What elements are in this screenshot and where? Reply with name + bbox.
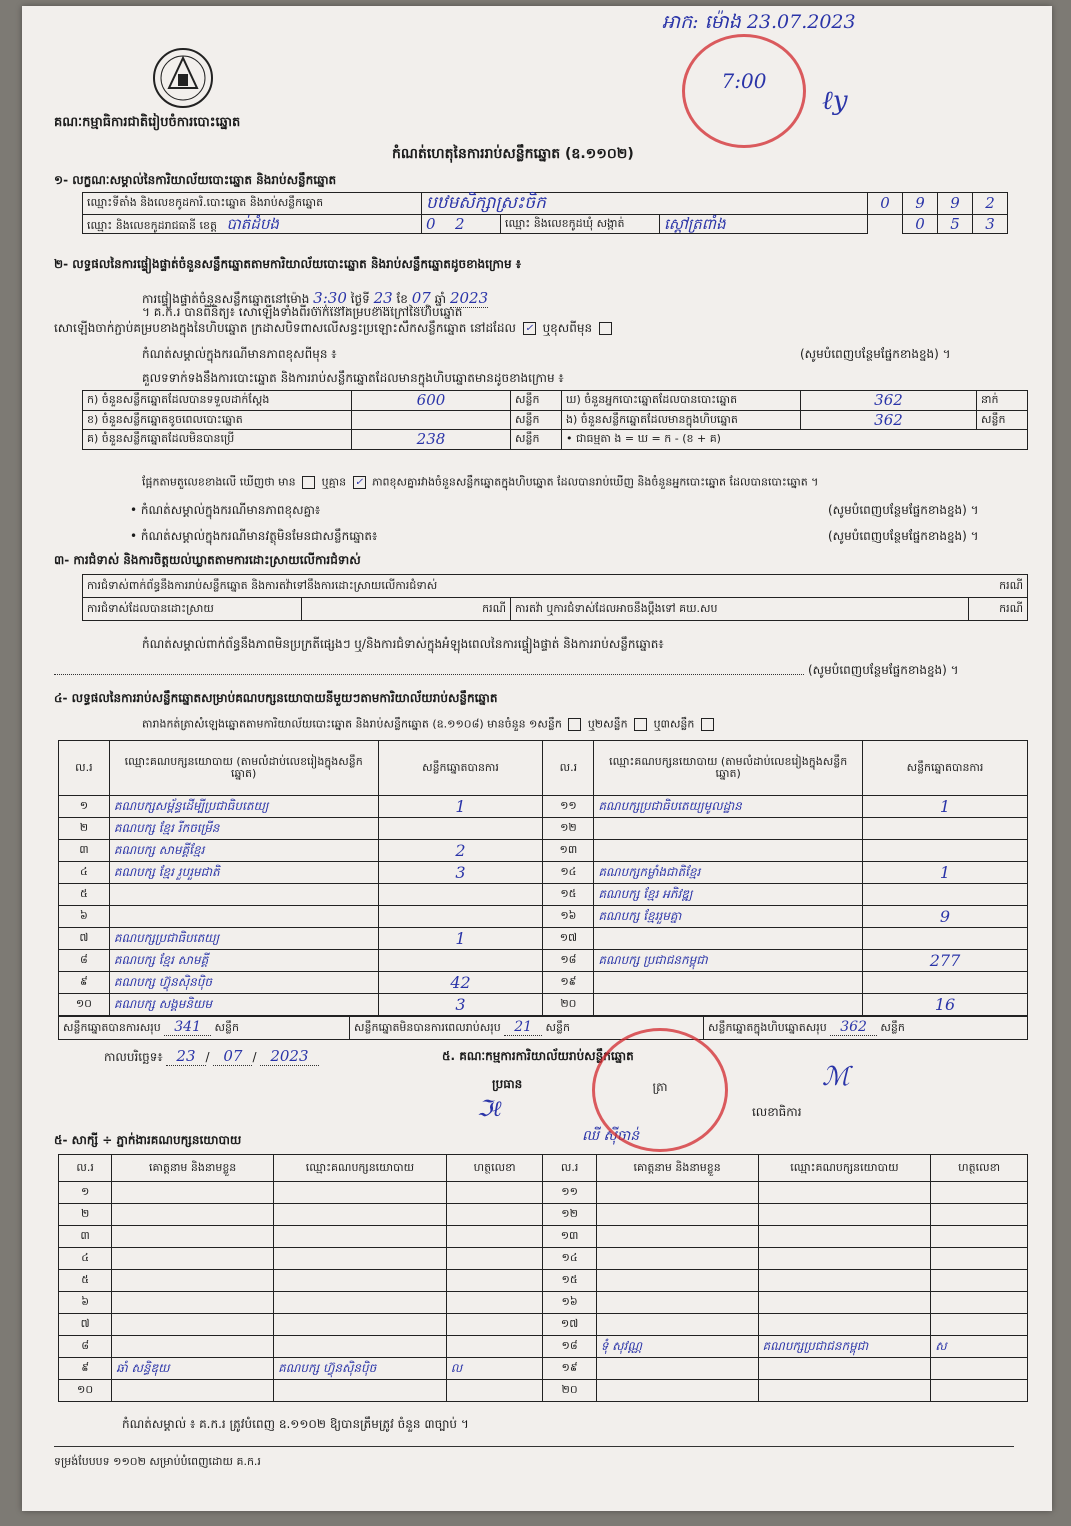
witness-party xyxy=(274,1336,447,1358)
total-valid-unit: សន្លឹក xyxy=(214,1021,239,1035)
chair-name: ឈី ស៊ីចាន់ xyxy=(582,1128,640,1144)
party-name xyxy=(594,972,863,994)
section-1-table xyxy=(82,192,1008,234)
witness-party xyxy=(758,1204,931,1226)
objection-appeal-label: ការតវ៉ា ឬការជំទាស់ដែលអាចនឹងប្ដឹងទៅ គឃ.សប xyxy=(511,598,969,621)
col-no-left: ល.រ xyxy=(59,741,110,796)
official-seal-top xyxy=(682,34,806,148)
party-row xyxy=(59,994,1028,1016)
top-time: 7:00 xyxy=(721,69,767,93)
col-votes-left: សន្លឹកឆ្នោតបានការ xyxy=(378,741,543,796)
total-invalid-label: សន្លឹកឆ្នោតមិនបានការពេលរាប់សរុប xyxy=(354,1021,501,1035)
witness-name xyxy=(596,1314,758,1336)
witness-name xyxy=(596,1226,758,1248)
total-valid-value: 341 xyxy=(164,1019,211,1036)
objection-row-1-label: ការជំទាស់ពាក់ព័ន្ធនឹងការរាប់សន្លឹកឆ្នោត និងការតវ៉ាទៅនឹងការដោះស្រាយលើការជំទាស់ xyxy=(87,578,438,592)
w-col-no-left: ល.រ xyxy=(59,1155,112,1182)
three-sheet-checkbox[interactable] xyxy=(701,718,714,731)
party-row xyxy=(59,862,1028,884)
commune-code-1: 0 xyxy=(903,214,938,234)
total-invalid-value: 21 xyxy=(504,1019,542,1036)
section-3-title: ៣- ការជំទាស់ និងការចិត្តយល់ឃ្លាតតាមការដោះស្រាយលើការជំទាស់ xyxy=(54,553,361,567)
section-4-title: ៤- លទ្ធផលនៃការរាប់សន្លឹកឆ្នោតសម្រាប់គណបក្សនយោបាយនីមួយៗតាមការិយាល័យរាប់សន្លឹកឆ្នោត xyxy=(54,691,498,705)
org-name: គណៈកម្មាធិការជាតិរៀបចំការបោះឆ្នោត xyxy=(54,115,241,130)
party-row xyxy=(59,972,1028,994)
total-valid-cell xyxy=(59,1017,350,1040)
party-votes xyxy=(378,906,543,928)
party-votes: 9 xyxy=(863,906,1028,928)
witness-signature xyxy=(446,1226,543,1248)
one-sheet-checkbox[interactable] xyxy=(568,718,581,731)
party-votes: 1 xyxy=(863,796,1028,818)
province-value: បាត់ដំបង xyxy=(226,214,279,233)
objection-row-1-case: ករណី xyxy=(999,578,1023,592)
secretary-label: លេខាធិការ xyxy=(752,1105,802,1119)
party-votes xyxy=(863,840,1028,862)
top-signature: ℓy xyxy=(822,86,848,116)
witness-row xyxy=(59,1226,1028,1248)
witness-no: ១៩ xyxy=(543,1358,596,1380)
witness-signature xyxy=(931,1204,1028,1226)
party-no: ១៨ xyxy=(543,950,594,972)
w-col-sig-right: ហត្ថលេខា xyxy=(931,1155,1028,1182)
witness-no: ៣ xyxy=(59,1226,112,1248)
diff-text-c: ភាពខុសគ្នារវាងចំនួនសន្លឹកឆ្នោតក្នុងហិបឆ្នោត ដែលបានរាប់ឃើញ និងចំនួនអ្នកបោះឆ្នោត ដែលបានបោះឆ្នោត ។ xyxy=(372,475,819,489)
two-sheet-checkbox[interactable] xyxy=(634,718,647,731)
witness-name xyxy=(112,1248,274,1270)
witness-name: ឆាំ សន្ធិឌុយ xyxy=(112,1358,274,1380)
difference-line xyxy=(142,476,818,489)
commune-code-2: 5 xyxy=(938,214,973,234)
verif-year: 2023 xyxy=(449,289,489,307)
witness-name xyxy=(596,1248,758,1270)
witness-no: ៥ xyxy=(59,1270,112,1292)
party-no: ១១ xyxy=(543,796,594,818)
signing-date: កាលបរិច្ឆេទ៖ 23 / 07 / 2023 xyxy=(104,1048,319,1065)
party-votes xyxy=(863,972,1028,994)
party-name: គណបក្សសម្ព័ន្ធដើម្បីប្រជាធិបតេយ្យ xyxy=(109,796,378,818)
witness-signature xyxy=(931,1314,1028,1336)
verif-text-d: ឆ្នាំ xyxy=(434,292,447,306)
witness-no: ១២ xyxy=(543,1204,596,1226)
witness-party xyxy=(758,1270,931,1292)
date-year: 2023 xyxy=(260,1047,318,1066)
verif-text-b: ថ្ងៃទី xyxy=(350,292,370,306)
no-diff-checkbox[interactable]: ✓ xyxy=(353,476,366,489)
witness-no: ២ xyxy=(59,1204,112,1226)
witness-signature xyxy=(446,1336,543,1358)
province-code-1: 0 xyxy=(426,214,436,233)
province-code xyxy=(422,214,501,234)
irregularity-fill: (សូមបំពេញបន្ថែមផ្នែកខាងខ្នង) ។ xyxy=(808,663,959,677)
col-votes-right: សន្លឹកឆ្នោតបានការ xyxy=(863,741,1028,796)
witness-signature xyxy=(931,1270,1028,1292)
bullet-diff-fill: (សូមបំពេញបន្ថែមផ្នែកខាងខ្នង) ។ xyxy=(828,503,979,517)
party-no: ១៦ xyxy=(543,906,594,928)
difference-note-label: កំណត់សម្គាល់ក្នុងករណីមានភាពខុសពីមុន ៖ xyxy=(142,347,337,361)
tally-sheet-line xyxy=(142,718,717,731)
count-b-unit: សន្លឹក xyxy=(511,410,562,430)
witness-name xyxy=(112,1270,274,1292)
committee-label: ៥. គណៈកម្មការការិយាល័យរាប់សន្លឹកឆ្នោត xyxy=(442,1049,634,1063)
party-name: គណបក្ស ខ្មែររួមគ្នា xyxy=(594,906,863,928)
party-votes xyxy=(863,884,1028,906)
witness-no: ២០ xyxy=(543,1380,596,1402)
total-box-unit: សន្លឹក xyxy=(880,1021,905,1035)
count-c-label: គ) ចំនួនសន្លឹកឆ្នោតដែលមិនបានប្រើ xyxy=(83,430,352,450)
party-votes xyxy=(378,884,543,906)
witness-signature: ល xyxy=(446,1358,543,1380)
witness-signature xyxy=(446,1270,543,1292)
witness-name xyxy=(112,1314,274,1336)
w-col-no-right: ល.រ xyxy=(543,1155,596,1182)
diff-text-b: ឬគ្មាន xyxy=(321,475,347,489)
chair-signature: ℑℓ xyxy=(477,1097,502,1122)
party-name xyxy=(594,994,863,1016)
party-name xyxy=(109,906,378,928)
party-votes xyxy=(863,818,1028,840)
witness-no: ៩ xyxy=(59,1358,112,1380)
party-votes: 42 xyxy=(378,972,543,994)
same-checkbox[interactable]: ✓ xyxy=(523,322,536,335)
witness-row xyxy=(59,1314,1028,1336)
witness-no: ៦ xyxy=(59,1292,112,1314)
party-row xyxy=(59,950,1028,972)
party-row xyxy=(59,796,1028,818)
count-b-label: ខ) ចំនួនសន្លឹកឆ្នោតខូចពេលបោះឆ្នោត xyxy=(83,410,352,430)
party-name: គណបក្ស ហ៊្វុនស៊ិនប៉ិច xyxy=(109,972,378,994)
witness-name xyxy=(112,1204,274,1226)
count-e-label: ង) ចំនួនសន្លឹកឆ្នោតដែលមានក្នុងហិបឆ្នោត xyxy=(562,410,801,430)
nec-logo-icon xyxy=(144,44,222,112)
witness-party xyxy=(758,1358,931,1380)
verification-line-2 xyxy=(54,322,615,336)
count-a-label: ក) ចំនួនសន្លឹកឆ្នោតដែលបានទទួលដាក់ស្ដែង xyxy=(83,391,352,411)
witness-row xyxy=(59,1204,1028,1226)
party-votes: 1 xyxy=(863,862,1028,884)
witness-no: ១ xyxy=(59,1182,112,1204)
section-2-title: ២- លទ្ធផលនៃការផ្ទៀងផ្ទាត់ចំនួនសន្លឹកឆ្នោតតាមការិយាល័យបោះឆ្នោត និងរាប់សន្លឹកឆ្នោតដូចខាងក្រោម ៖ xyxy=(54,257,522,271)
witness-row xyxy=(59,1292,1028,1314)
witness-signature xyxy=(446,1380,543,1402)
party-no: ៥ xyxy=(59,884,110,906)
party-name: គណបក្ស ប្រជាជនកម្ពុជា xyxy=(594,950,863,972)
witness-no: ១១ xyxy=(543,1182,596,1204)
party-no: ១ xyxy=(59,796,110,818)
party-votes: 3 xyxy=(378,862,543,884)
witness-name xyxy=(112,1226,274,1248)
count-a-value: 600 xyxy=(352,391,511,411)
party-no: ១៤ xyxy=(543,862,594,884)
section-1-title: ១- លក្ខណៈសម្គាល់នៃការិយាល័យបោះឆ្នោត និងរាប់សន្លឹកឆ្នោត xyxy=(54,173,337,187)
party-name: គណបក្សប្រជាធិបតេយ្យ xyxy=(109,928,378,950)
witness-party xyxy=(758,1226,931,1248)
party-no: ២ xyxy=(59,818,110,840)
witness-row xyxy=(59,1182,1028,1204)
party-name: គណបក្សប្រជាធិបតេយ្យមូលដ្ឋាន xyxy=(594,796,863,818)
objection-table xyxy=(82,574,1028,621)
witness-no: ១៥ xyxy=(543,1270,596,1292)
count-b-value xyxy=(352,410,511,430)
place-code-2: 9 xyxy=(903,193,938,215)
witness-party xyxy=(274,1314,447,1336)
tally-intro: តារាងកត់ត្រាសំឡេងឆ្នោតតាមការិយាល័យបោះឆ្នោត និងរាប់សន្លឹកឆ្នោត (ឧ.១១០៨) មានចំនួន ១សន្លឹក xyxy=(142,717,562,731)
w-col-name-right: គោត្តនាម និងនាមខ្លួន xyxy=(596,1155,758,1182)
secretary-signature: ℳ xyxy=(822,1062,850,1092)
party-votes: 2 xyxy=(378,840,543,862)
footer-divider xyxy=(54,1446,1014,1447)
witness-row xyxy=(59,1336,1028,1358)
verif-day: 23 xyxy=(373,289,393,307)
party-votes xyxy=(378,818,543,840)
witness-party xyxy=(274,1204,447,1226)
witness-name xyxy=(596,1358,758,1380)
seal-label: ត្រា xyxy=(652,1080,668,1094)
party-name: គណបក្ស សង្គមនិយម xyxy=(109,994,378,1016)
witness-name xyxy=(596,1380,758,1402)
count-c-value: 238 xyxy=(352,430,511,450)
witness-party xyxy=(274,1226,447,1248)
party-no: ២០ xyxy=(543,994,594,1016)
party-votes: 1 xyxy=(378,796,543,818)
witness-signature: ស xyxy=(931,1336,1028,1358)
place-label: ឈ្មោះទីតាំង និងលេខកូដការិ.បោះឆ្នោត និងរាប់សន្លឹកឆ្នោត xyxy=(83,193,422,215)
count-d-label: ឃ) ចំនួនអ្នកបោះឆ្នោតដែលបានបោះឆ្នោត xyxy=(562,391,801,411)
witness-signature xyxy=(931,1380,1028,1402)
bullet-diff-note: • កំណត់សម្គាល់ក្នុងករណីមានភាពខុសគ្នា៖ xyxy=(130,503,321,517)
party-no: ១៥ xyxy=(543,884,594,906)
party-name xyxy=(109,884,378,906)
witness-party xyxy=(758,1292,931,1314)
form-sheet xyxy=(22,6,1052,1511)
count-intro: គួលទទាក់ទងនឹងការបោះឆ្នោត និងការរាប់សន្លឹកឆ្នោតដែលមានក្នុងហិបឆ្នោតមានដូចខាងក្រោម ៖ xyxy=(142,371,564,385)
irregularity-note: កំណត់សម្គាល់ពាក់ព័ន្ធនឹងភាពមិនប្រក្រតីផ្សេងៗ ឬ/និងការជំទាស់ក្នុងអំឡុងពេលនៃការផ្ទៀងផ្ទាត់ និងការរាប់សន្លឹកឆ្នោត៖ xyxy=(142,637,664,651)
party-no: ១៧ xyxy=(543,928,594,950)
witness-no: ១៨ xyxy=(543,1336,596,1358)
party-no: ៩ xyxy=(59,972,110,994)
party-votes xyxy=(378,950,543,972)
total-valid-label: សន្លឹកឆ្នោតបានការសរុប xyxy=(63,1021,161,1035)
commune-label: ឈ្មោះ និងលេខកូដឃុំ សង្កាត់ xyxy=(501,214,660,234)
witness-party xyxy=(274,1380,447,1402)
party-no: ១៣ xyxy=(543,840,594,862)
party-no: ៦ xyxy=(59,906,110,928)
party-name: គណបក្ស ខ្មែរ រួបរួមជាតិ xyxy=(109,862,378,884)
place-code-3: 9 xyxy=(938,193,973,215)
witness-name xyxy=(596,1270,758,1292)
witness-name xyxy=(112,1182,274,1204)
count-e-value: 362 xyxy=(801,410,977,430)
witness-name xyxy=(112,1336,274,1358)
witness-name xyxy=(596,1292,758,1314)
chair-label: ប្រធាន xyxy=(492,1077,523,1091)
verif-para-2: សោឡើងចាក់ភ្ជាប់គម្របខាងក្នុងនៃហិបឆ្នោត ក្រដាសបិទពាសលើសន្ធះប្រឡោះសឹកសន្លឹកឆ្នោត នៅដដែល xyxy=(54,321,516,335)
witness-rows xyxy=(59,1182,1028,1402)
three-sheet-label: ឬ៣សន្លឹក xyxy=(653,717,695,731)
witness-no: ១៦ xyxy=(543,1292,596,1314)
party-votes: 16 xyxy=(863,994,1028,1016)
date-day: 23 xyxy=(166,1047,205,1066)
date-month: 07 xyxy=(213,1047,252,1066)
witness-signature xyxy=(446,1204,543,1226)
count-c-unit: សន្លឹក xyxy=(511,430,562,450)
total-box-cell xyxy=(703,1017,1027,1040)
witness-name xyxy=(112,1380,274,1402)
party-row xyxy=(59,840,1028,862)
bullet-object-fill: (សូមបំពេញបន្ថែមផ្នែកខាងខ្នង) ។ xyxy=(828,529,979,543)
party-name: គណបក្ស ខ្មែរ អភិវឌ្ឍ xyxy=(594,884,863,906)
witness-signature xyxy=(931,1248,1028,1270)
place-code-4: 2 xyxy=(973,193,1008,215)
witness-party: គណបក្ស ហ៊្វុនស៊ិនប៉ិច xyxy=(274,1358,447,1380)
witness-no: ៨ xyxy=(59,1336,112,1358)
party-no: ១៩ xyxy=(543,972,594,994)
objection-row-1 xyxy=(83,575,1028,598)
bottom-line: ទម្រង់បែបបទ ១១០២ សម្រាប់បំពេញដោយ គ.ក.រ xyxy=(54,1455,261,1468)
two-sheet-label: ឬ២សន្លឹក xyxy=(587,717,628,731)
official-seal-committee xyxy=(592,1028,728,1152)
w-col-name-left: គោត្តនាម និងនាមខ្លួន xyxy=(112,1155,274,1182)
col-party-left: ឈ្មោះគណបក្សនយោបាយ (តាមលំដាប់លេខរៀងក្នុងសន្លឹកឆ្នោត) xyxy=(109,741,378,796)
top-handwritten-note: អាក: ម៉ោង 23.07.2023 xyxy=(662,11,856,33)
has-diff-checkbox[interactable] xyxy=(302,476,315,489)
verif-hour: 3:30 xyxy=(313,289,347,307)
witness-name xyxy=(112,1292,274,1314)
form-title: កំណត់ហេតុនៃការរាប់សន្លឹកឆ្នោត (ឧ.១១០២) xyxy=(392,146,634,162)
party-name xyxy=(594,928,863,950)
objection-resolved-label: ការជំទាស់ដែលបានដោះស្រាយ xyxy=(83,598,302,621)
province-cell xyxy=(83,214,422,234)
party-no: ៨ xyxy=(59,950,110,972)
count-a-unit: សន្លឹក xyxy=(511,391,562,411)
witness-signature xyxy=(446,1314,543,1336)
date-label: កាលបរិច្ឆេទ៖ xyxy=(104,1050,163,1064)
party-results-table xyxy=(58,740,1028,1016)
verif-text-e: ។ គ.ក.រ បានពិនិត្យ៖ សោឡើងទាំងពីរចាក់នៅគម្របខាងក្រៅនៃហិបឆ្នោត xyxy=(142,305,463,319)
footer-note: កំណត់សម្គាល់ ៖ គ.ក.រ ត្រូវបំពេញ ឧ.១១០២ ឱ្យបានត្រឹមត្រូវ ចំនួន ៣ច្បាប់ ។ xyxy=(122,1417,469,1431)
party-name: គណបក្ស ខ្មែរ រីកចម្រើន xyxy=(109,818,378,840)
party-votes: 277 xyxy=(863,950,1028,972)
difference-note-fill: (សូមបំពេញបន្ថែមផ្នែកខាងខ្នង) ។ xyxy=(800,347,951,361)
witness-party xyxy=(274,1270,447,1292)
party-row xyxy=(59,928,1028,950)
witness-party xyxy=(758,1248,931,1270)
witness-no: ១៧ xyxy=(543,1314,596,1336)
irregularity-line xyxy=(54,674,804,675)
party-row xyxy=(59,884,1028,906)
col-party-right: ឈ្មោះគណបក្សនយោបាយ (តាមលំដាប់លេខរៀងក្នុងសន្លឹកឆ្នោត) xyxy=(594,741,863,796)
w-col-party-right: ឈ្មោះគណបក្សនយោបាយ xyxy=(758,1155,931,1182)
verif-text-c: ខែ xyxy=(396,292,408,306)
party-name xyxy=(594,840,863,862)
witness-no: ១៣ xyxy=(543,1226,596,1248)
party-votes: 1 xyxy=(378,928,543,950)
party-no: ១០ xyxy=(59,994,110,1016)
witness-signature xyxy=(931,1226,1028,1248)
w-col-party-left: ឈ្មោះគណបក្សនយោបាយ xyxy=(274,1155,447,1182)
witness-no: ១០ xyxy=(59,1380,112,1402)
party-name xyxy=(594,818,863,840)
objection-appeal-case: ករណី xyxy=(969,598,1028,621)
count-d-unit: នាក់ xyxy=(977,391,1028,411)
verif-month: 07 xyxy=(411,289,431,307)
witness-row xyxy=(59,1270,1028,1292)
diff-text-a: ផ្អែកតាមតួលេខខាងលើ ឃើញថា មាន xyxy=(142,475,296,489)
province-code-2: 2 xyxy=(455,214,465,233)
section-5-title: ៥- សាក្សី ÷ ភ្នាក់ងារគណបក្សនយោបាយ xyxy=(54,1133,242,1147)
place-code-1: 0 xyxy=(868,193,903,215)
col-no-right: ល.រ xyxy=(543,741,594,796)
witness-no: ៧ xyxy=(59,1314,112,1336)
party-rows xyxy=(59,796,1028,1016)
witness-no: ១៤ xyxy=(543,1248,596,1270)
witness-signature xyxy=(931,1358,1028,1380)
party-name: គណបក្ស សាមគ្គីខ្មែរ xyxy=(109,840,378,862)
changed-checkbox[interactable] xyxy=(599,322,612,335)
witness-name xyxy=(596,1182,758,1204)
objection-resolved-case: ករណី xyxy=(302,598,511,621)
commune-code-3: 3 xyxy=(973,214,1008,234)
party-no: ៤ xyxy=(59,862,110,884)
party-no: ១២ xyxy=(543,818,594,840)
commune-value: ស្ដៅត្រពាំង xyxy=(660,214,868,234)
witness-signature xyxy=(446,1248,543,1270)
witness-party xyxy=(274,1182,447,1204)
witness-signature xyxy=(931,1292,1028,1314)
bullet-object-note: • កំណត់សម្គាល់ក្នុងករណីមានវត្ថុមិនមែនជាសន្លឹកឆ្នោត៖ xyxy=(130,529,378,543)
witness-row xyxy=(59,1248,1028,1270)
count-e-unit: សន្លឹក xyxy=(977,410,1028,430)
witness-party xyxy=(758,1182,931,1204)
witness-party xyxy=(758,1314,931,1336)
witness-signature xyxy=(446,1292,543,1314)
count-formula: • ជាធម្មតា ង = ឃ = ក - (ខ + គ) xyxy=(562,430,1028,450)
changed-label: ឬខុសពីមុន xyxy=(542,321,593,335)
witness-party xyxy=(274,1248,447,1270)
w-col-sig-left: ហត្ថលេខា xyxy=(446,1155,543,1182)
witness-signature xyxy=(446,1182,543,1204)
witness-party: គណបក្សប្រជាជនកម្ពុជា xyxy=(758,1336,931,1358)
party-no: ៧ xyxy=(59,928,110,950)
party-row xyxy=(59,818,1028,840)
verif-text-a: ការផ្ទៀងផ្ទាត់ចំនួនសន្លឹកឆ្នោតនៅម៉ោង xyxy=(142,292,310,306)
total-box-value: 362 xyxy=(830,1019,877,1036)
witness-party xyxy=(758,1380,931,1402)
party-name: គណបក្ស ខ្មែរ សាមគ្គី xyxy=(109,950,378,972)
party-no: ៣ xyxy=(59,840,110,862)
party-row xyxy=(59,906,1028,928)
party-votes: 3 xyxy=(378,994,543,1016)
province-label: ឈ្មោះ និងលេខកូដរាជធានី ខេត្ត xyxy=(87,218,217,232)
witness-signature xyxy=(931,1182,1028,1204)
witness-name xyxy=(596,1204,758,1226)
count-d-value: 362 xyxy=(801,391,977,411)
count-table xyxy=(82,390,1028,450)
witness-no: ៤ xyxy=(59,1248,112,1270)
witness-table xyxy=(58,1154,1028,1402)
witness-name: ទុំ សុវណ្ណ xyxy=(596,1336,758,1358)
totals-row xyxy=(58,1016,1028,1040)
party-name: គណបក្សកម្លាំងជាតិខ្មែរ xyxy=(594,862,863,884)
place-value: បឋមសិក្សាស្រះចិក xyxy=(422,193,868,215)
total-box-label: សន្លឹកឆ្នោតក្នុងហិបឆ្នោតសរុប xyxy=(707,1021,827,1035)
witness-row xyxy=(59,1358,1028,1380)
witness-row xyxy=(59,1380,1028,1402)
party-votes xyxy=(863,928,1028,950)
total-invalid-unit: សន្លឹក xyxy=(545,1021,570,1035)
witness-party xyxy=(274,1292,447,1314)
